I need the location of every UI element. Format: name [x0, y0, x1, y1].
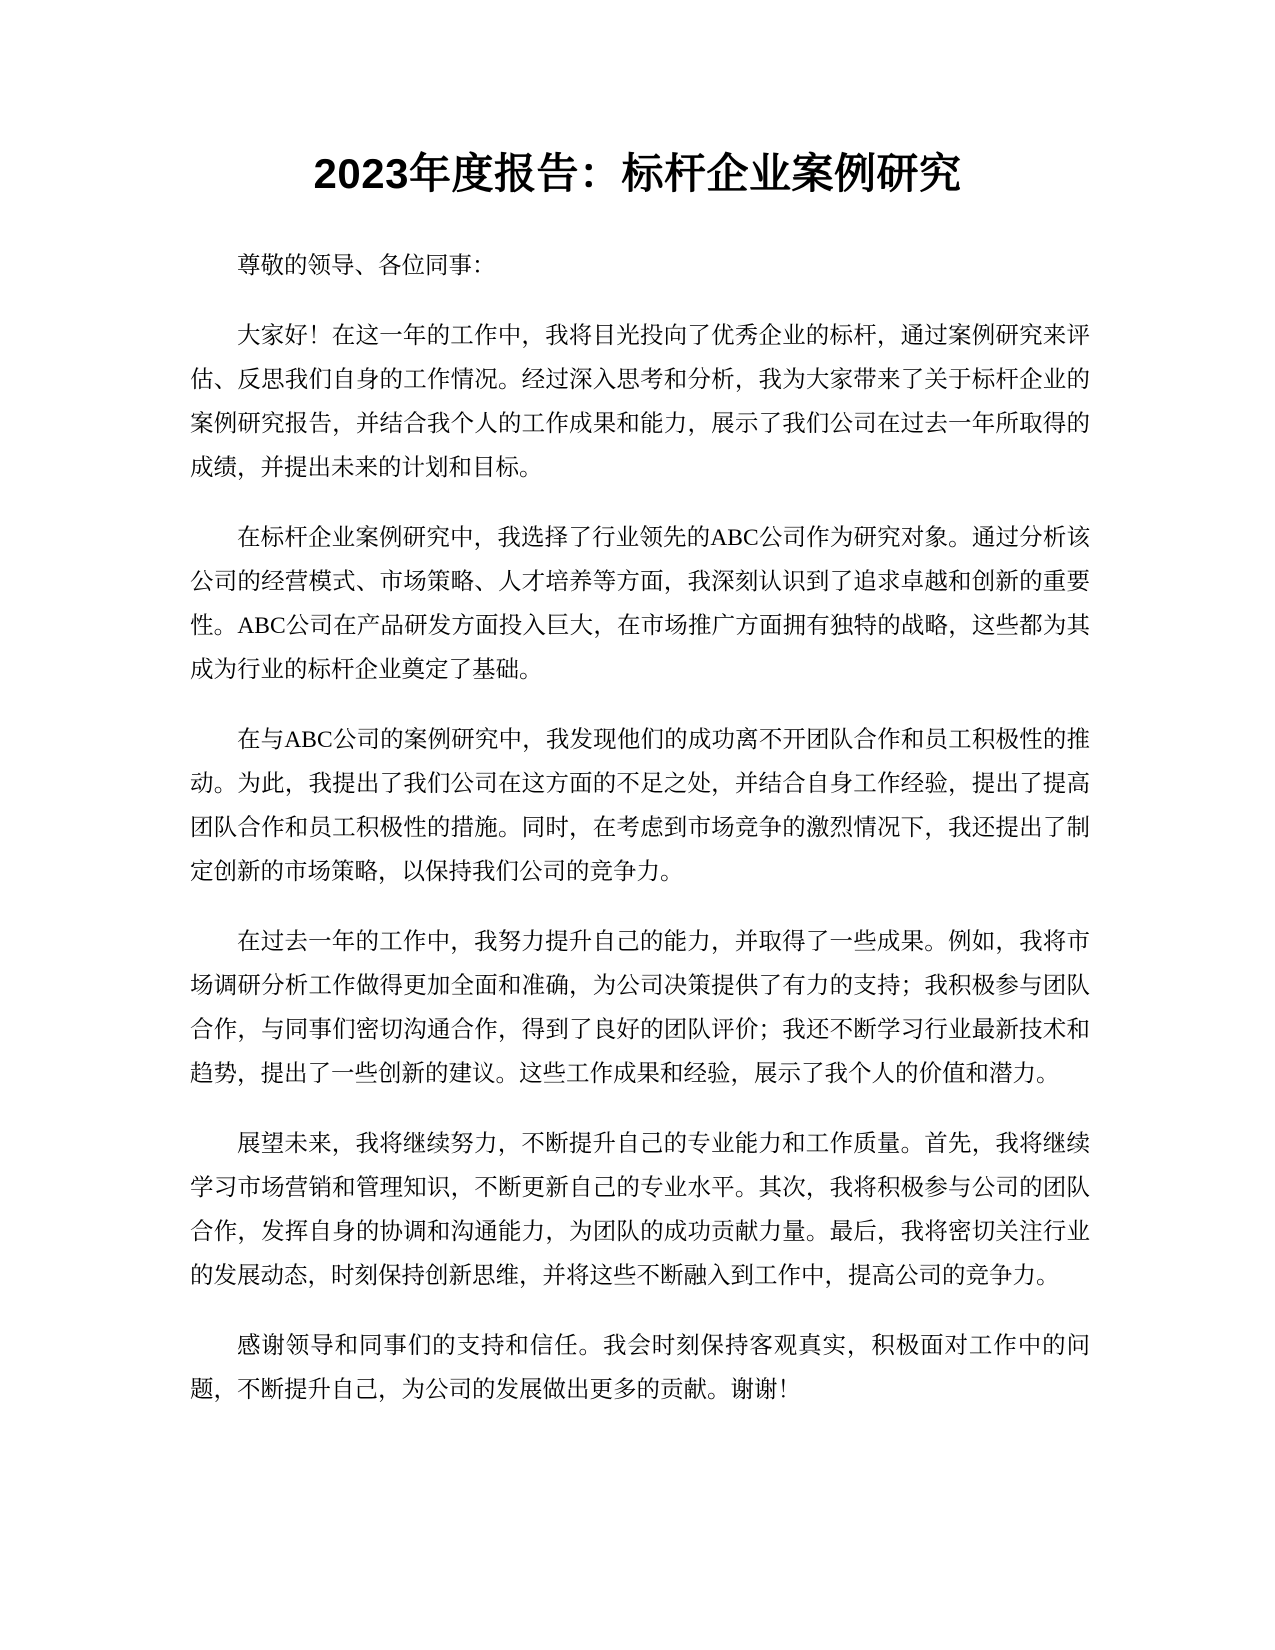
salutation: 尊敬的领导、各位同事：: [237, 253, 496, 279]
document-title: 2023年度报告：标杆企业案例研究: [313, 150, 962, 197]
paragraph-teamwork: 在与ABC公司的案例研究中，我发现他们的成功离不开团队合作和员工积极性的推动。为此，我提出了我们公司在这方面的不足之处，并结合自身工作经验，提出了提高团队合作和员工积极性的措施。同时，在考虑到市场竞争的激烈情况下，我还提出了制定创新的市场策略，以保持我们公司的竞争力。: [190, 727, 1090, 885]
document-body: [190, 244, 1090, 1438]
paragraph-achievements: 在过去一年的工作中，我努力提升自己的能力，并取得了一些成果。例如，我将市场调研分析工作做得更加全面和准确，为公司决策提供了有力的支持；我积极参与团队合作，与同事们密切沟通合作，得到了良好的团队评价；我还不断学习行业最新技术和趋势，提出了一些创新的建议。这些工作成果和经验，展示了我个人的价值和潜力。: [190, 929, 1090, 1087]
paragraph-future-plans: 展望未来，我将继续努力，不断提升自己的专业能力和工作质量。首先，我将继续学习市场营销和管理知识，不断更新自己的专业水平。其次，我将积极参与公司的团队合作，发挥自身的协调和沟通能力，为团队的成功贡献力量。最后，我将密切关注行业的发展动态，时刻保持创新思维，并将这些不断融入到工作中，提高公司的竞争力。: [190, 1131, 1090, 1289]
paragraph-greeting: 大家好！在这一年的工作中，我将目光投向了优秀企业的标杆，通过案例研究来评估、反思我们自身的工作情况。经过深入思考和分析，我为大家带来了关于标杆企业的案例研究报告，并结合我个人的工作成果和能力，展示了我们公司在过去一年所取得的成绩，并提出未来的计划和目标。: [190, 323, 1090, 481]
paragraph-thanks: 感谢领导和同事们的支持和信任。我会时刻保持客观真实，积极面对工作中的问题，不断提升自己，为公司的发展做出更多的贡献。谢谢！: [190, 1333, 1090, 1403]
paragraph-case-study: 在标杆企业案例研究中，我选择了行业领先的ABC公司作为研究对象。通过分析该公司的经营模式、市场策略、人才培养等方面，我深刻认识到了追求卓越和创新的重要性。ABC公司在产品研发方面投入巨大，在市场推广方面拥有独特的战略，这些都为其成为行业的标杆企业奠定了基础。: [190, 525, 1090, 683]
